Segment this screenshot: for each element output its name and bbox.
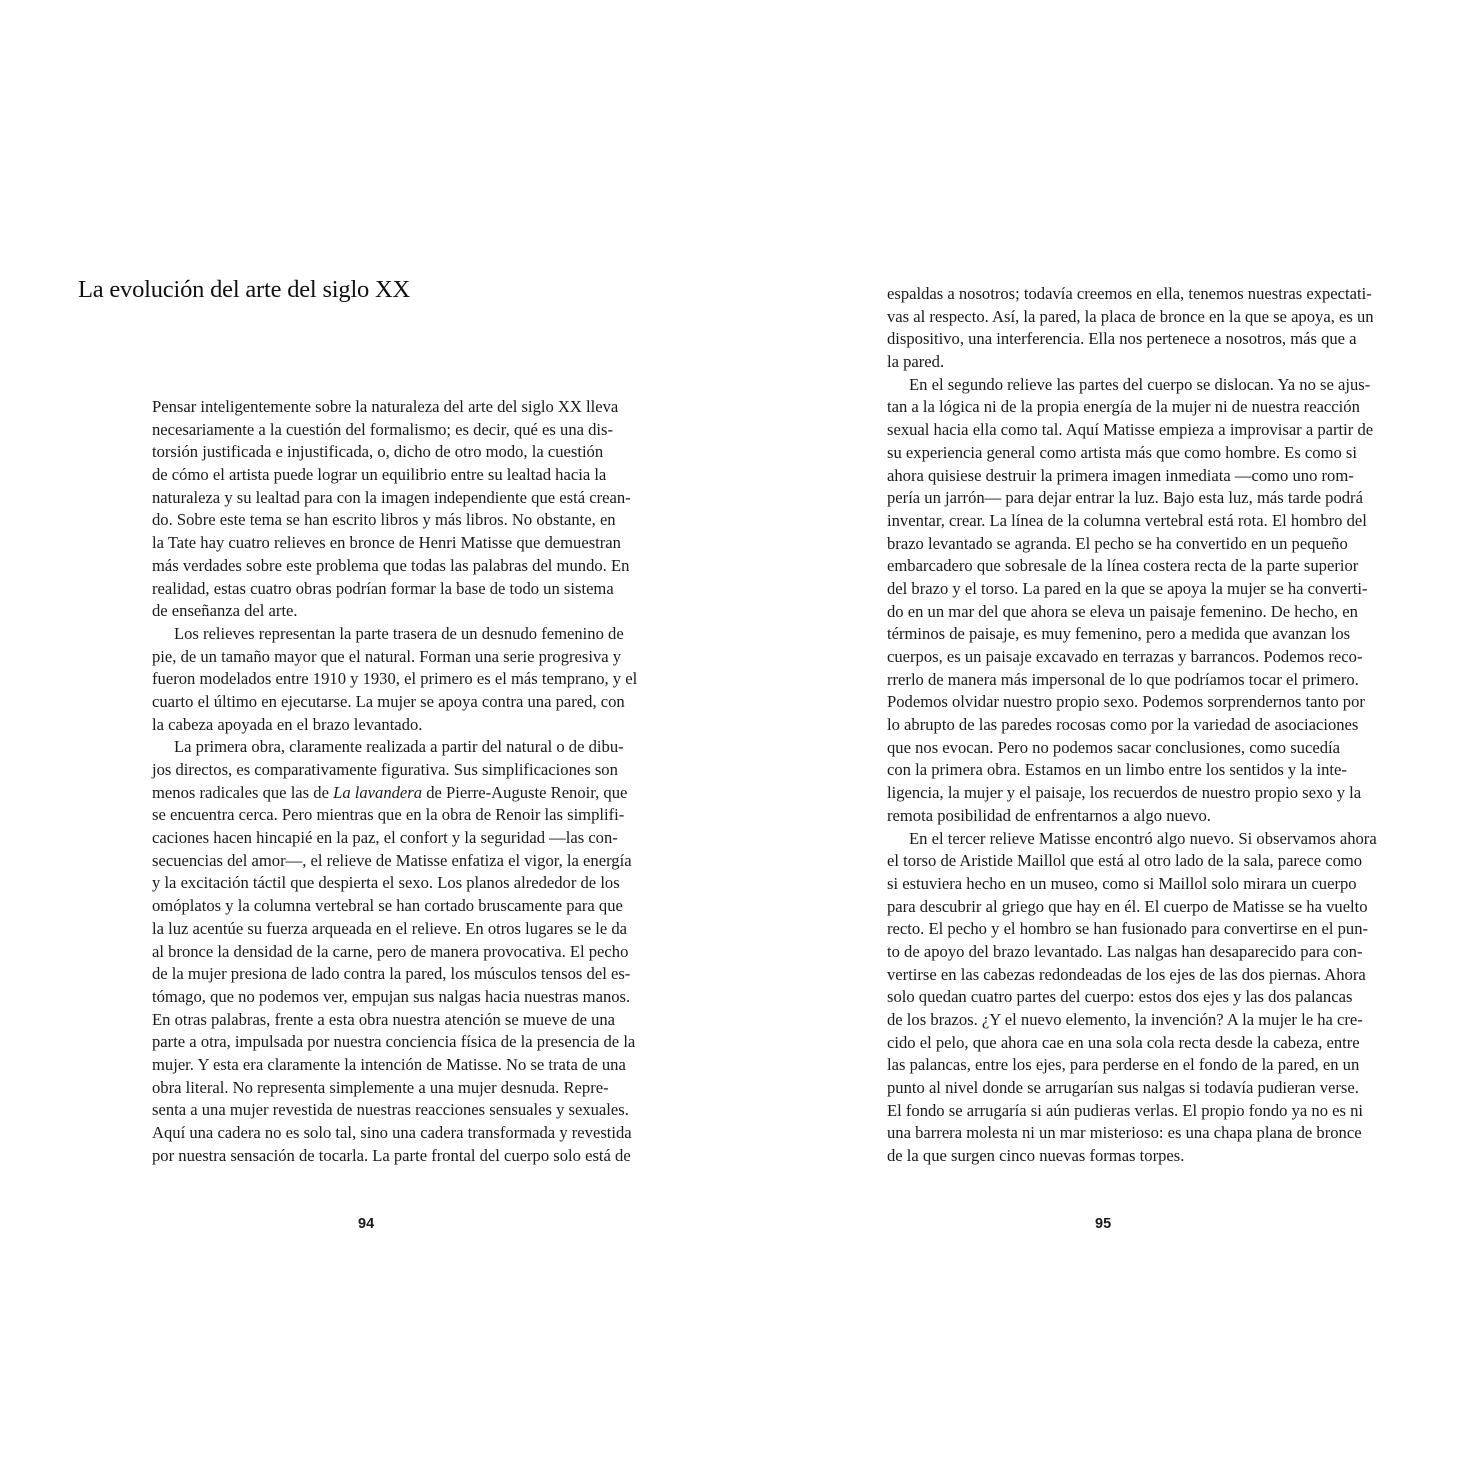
text-line: vertirse en las cabezas redondeadas de los ejes de las dos piernas. Ahora [887, 964, 1366, 984]
right-page [736, 0, 1472, 1472]
text-line: En el tercer relieve Matisse encontró algo nuevo. Si observamos ahora [909, 828, 1377, 848]
text-line: solo quedan cuatro partes del cuerpo: estos dos ejes y las dos palancas [887, 987, 1353, 1007]
text-line: de la mujer presiona de lado contra la pared, los músculos tensos del es- [152, 964, 631, 984]
text-line: do en un mar del que ahora se eleva un paisaje femenino. De hecho, en [887, 601, 1358, 621]
text-line: naturaleza y su lealtad para con la imagen independiente que está crean- [152, 487, 631, 507]
text-line: El fondo se arrugaría si aún pudieras verlas. El propio fondo ya no es ni [887, 1100, 1364, 1120]
text-line: términos de paisaje, es muy femenino, pero a medida que avanzan los [887, 624, 1351, 644]
text-line: la pared. [887, 352, 945, 372]
text-line: recto. El pecho y el hombro se han fusionado para convertirse en el pun- [887, 919, 1369, 939]
text-line: las palancas, entre los ejes, para perderse en el fondo de la pared, en un [887, 1055, 1360, 1075]
page-number-right: 95 [1095, 1216, 1112, 1232]
text-line: su experiencia general como artista más que como hombre. Es como si [887, 442, 1358, 462]
right-body-text [887, 283, 1394, 1168]
text-line: que nos evocan. Pero no podemos sacar conclusiones, como sucedía [887, 737, 1340, 757]
text-line: la luz acentúe su fuerza arqueada en el relieve. En otros lugares se le da [152, 918, 627, 938]
text-line: vas al respecto. Así, la pared, la placa de bronce en la que se apoya, es un [887, 306, 1374, 326]
text-line: espaldas a nosotros; todavía creemos en ella, tenemos nuestras expectati- [887, 284, 1372, 303]
text-line: jos directos, es comparativamente figurativa. Sus simplificaciones son [152, 760, 618, 779]
text-line: Aquí una cadera no es solo tal, sino una cadera transformada y revestida [152, 1123, 632, 1142]
text-line: brazo levantado se agranda. El pecho se ha convertido en un pequeño [887, 533, 1348, 553]
text-line: menos radicales que las de La lavandera de Pierre-Auguste Renoir, que [152, 782, 628, 802]
text-line: En otras palabras, frente a esta obra nuestra atención se mueve de una [152, 1009, 616, 1029]
text-line: fueron modelados entre 1910 y 1930, el primero es el más temprano, y el [152, 669, 638, 689]
text-line: rrerlo de manera más impersonal de lo que podríamos tocar el primero. [887, 669, 1359, 689]
text-line: pería un jarrón— para dejar entrar la luz. Bajo esta luz, más tarde podrá [887, 488, 1363, 508]
text-line: lo abrupto de las paredes rocosas como por la variedad de asociaciones [887, 715, 1359, 735]
text-line: senta a una mujer revestida de nuestras reacciones sensuales y sexuales. [152, 1100, 629, 1120]
text-line: tómago, que no podemos ver, empujan sus nalgas hacia nuestras manos. [152, 986, 631, 1006]
text-line: secuencias del amor—, el relieve de Matisse enfatiza el vigor, la energía [152, 850, 632, 870]
text-line: la Tate hay cuatro relieves en bronce de Henri Matisse que demuestran [152, 533, 621, 553]
text-line: la cabeza apoyada en el brazo levantado. [152, 714, 423, 734]
text-line: por nuestra sensación de tocarla. La parte frontal del cuerpo solo está de [152, 1145, 631, 1165]
chapter-title: La evolución del arte del siglo XX [78, 276, 411, 303]
text-line: do. Sobre este tema se han escrito libros y más libros. No obstante, en [152, 510, 616, 530]
text-line: tan a la lógica ni de la propia energía de la mujer ni de nuestra reacción [887, 397, 1360, 417]
text-line: de cómo el artista puede lograr un equilibrio entre su lealtad hacia la [152, 465, 607, 485]
text-line: realidad, estas cuatro obras podrían formar la base de todo un sistema [152, 578, 614, 598]
text-line: de la que surgen cinco nuevas formas torpes. [887, 1146, 1185, 1166]
text-line: pie, de un tamaño mayor que el natural. Forman una serie progresiva y [152, 646, 622, 666]
text-line: Podemos olvidar nuestro propio sexo. Podemos sorprendernos tanto por [887, 692, 1365, 712]
text-line: cido el pelo, que ahora cae en una sola cola recta desde la cabeza, entre [887, 1032, 1360, 1052]
text-line: de los brazos. ¿Y el nuevo elemento, la invención? A la mujer le ha cre- [887, 1010, 1363, 1029]
text-line: para descubrir al griego que hay en él. El cuerpo de Matisse se ha vuelto [887, 896, 1368, 916]
text-line: Pensar inteligentemente sobre la naturaleza del arte del siglo XX lleva [152, 397, 619, 416]
text-line: En el segundo relieve las partes del cuerpo se dislocan. Ya no se ajus- [909, 374, 1371, 394]
text-line: torsión justificada e injustificada, o, dicho de otro modo, la cuestión [152, 442, 604, 462]
text-line: embarcadero que sobresale de la línea costera recta de la parte superior [887, 556, 1359, 576]
text-line: mujer. Y esta era claramente la intención de Matisse. No se trata de una [152, 1054, 626, 1074]
text-line: si estuviera hecho en un museo, como si Maillol solo mirara un cuerpo [887, 873, 1357, 893]
text-line: punto al nivel donde se arrugarían sus nalgas si todavía pudieran verse. [887, 1078, 1359, 1098]
text-line: parte a otra, impulsada por nuestra conciencia física de la presencia de la [152, 1032, 636, 1052]
text-line: de enseñanza del arte. [152, 601, 298, 621]
text-line: La primera obra, claramente realizada a partir del natural o de dibu- [174, 737, 624, 757]
text-line: ahora quisiese destruir la primera imagen inmediata —como uno rom- [887, 465, 1354, 485]
text-line: se encuentra cerca. Pero mientras que en la obra de Renoir las simplifi- [152, 805, 625, 825]
text-line: to de apoyo del brazo levantado. Las nalgas han desaparecido para con- [887, 941, 1363, 961]
text-line: del brazo y el torso. La pared en la que se apoya la mujer se ha converti- [887, 578, 1368, 598]
text-line: el torso de Aristide Maillol que está al otro lado de la sala, parece como [887, 851, 1363, 871]
text-line: más verdades sobre este problema que todas las palabras del mundo. En [152, 555, 630, 575]
text-line: sexual hacia ella como tal. Aquí Matisse empieza a improvisar a partir de [887, 420, 1374, 440]
text-line: obra literal. No representa simplemente a una mujer desnuda. Repre- [152, 1077, 609, 1097]
left-body-text [152, 396, 657, 1167]
text-line: al bronce la densidad de la carne, pero de manera provocativa. El pecho [152, 941, 629, 961]
text-line: cuerpos, es un paisaje excavado en terrazas y barrancos. Podemos reco- [887, 647, 1363, 666]
text-line: necesariamente a la cuestión del formalismo; es decir, qué es una dis- [152, 419, 614, 439]
text-line: caciones hacen hincapié en la paz, el confort y la seguridad —las con- [152, 828, 618, 848]
text-line: y la excitación táctil que despierta el sexo. Los planos alrededor de los [152, 873, 620, 893]
text-line: dispositivo, una interferencia. Ella nos pertenece a nosotros, más que a [887, 329, 1357, 349]
page-number-left: 94 [358, 1216, 375, 1232]
text-line: omóplatos y la columna vertebral se han cortado bruscamente para que [152, 896, 623, 916]
text-line: ligencia, la mujer y el paisaje, los recuerdos de nuestro propio sexo y la [887, 783, 1362, 803]
text-line: con la primera obra. Estamos en un limbo entre los sentidos y la inte- [887, 760, 1347, 780]
text-line: cuarto el último en ejecutarse. La mujer se apoya contra una pared, con [152, 691, 625, 711]
text-line: inventar, crear. La línea de la columna vertebral está rota. El hombro del [887, 510, 1367, 530]
text-line: una barrera molesta ni un mar misterioso: es una chapa plana de bronce [887, 1123, 1362, 1143]
artwork-title: La lavandera [333, 782, 423, 802]
text-line: remota posibilidad de enfrentarnos a algo nuevo. [887, 805, 1211, 825]
text-line: Los relieves representan la parte trasera de un desnudo femenino de [174, 623, 624, 643]
